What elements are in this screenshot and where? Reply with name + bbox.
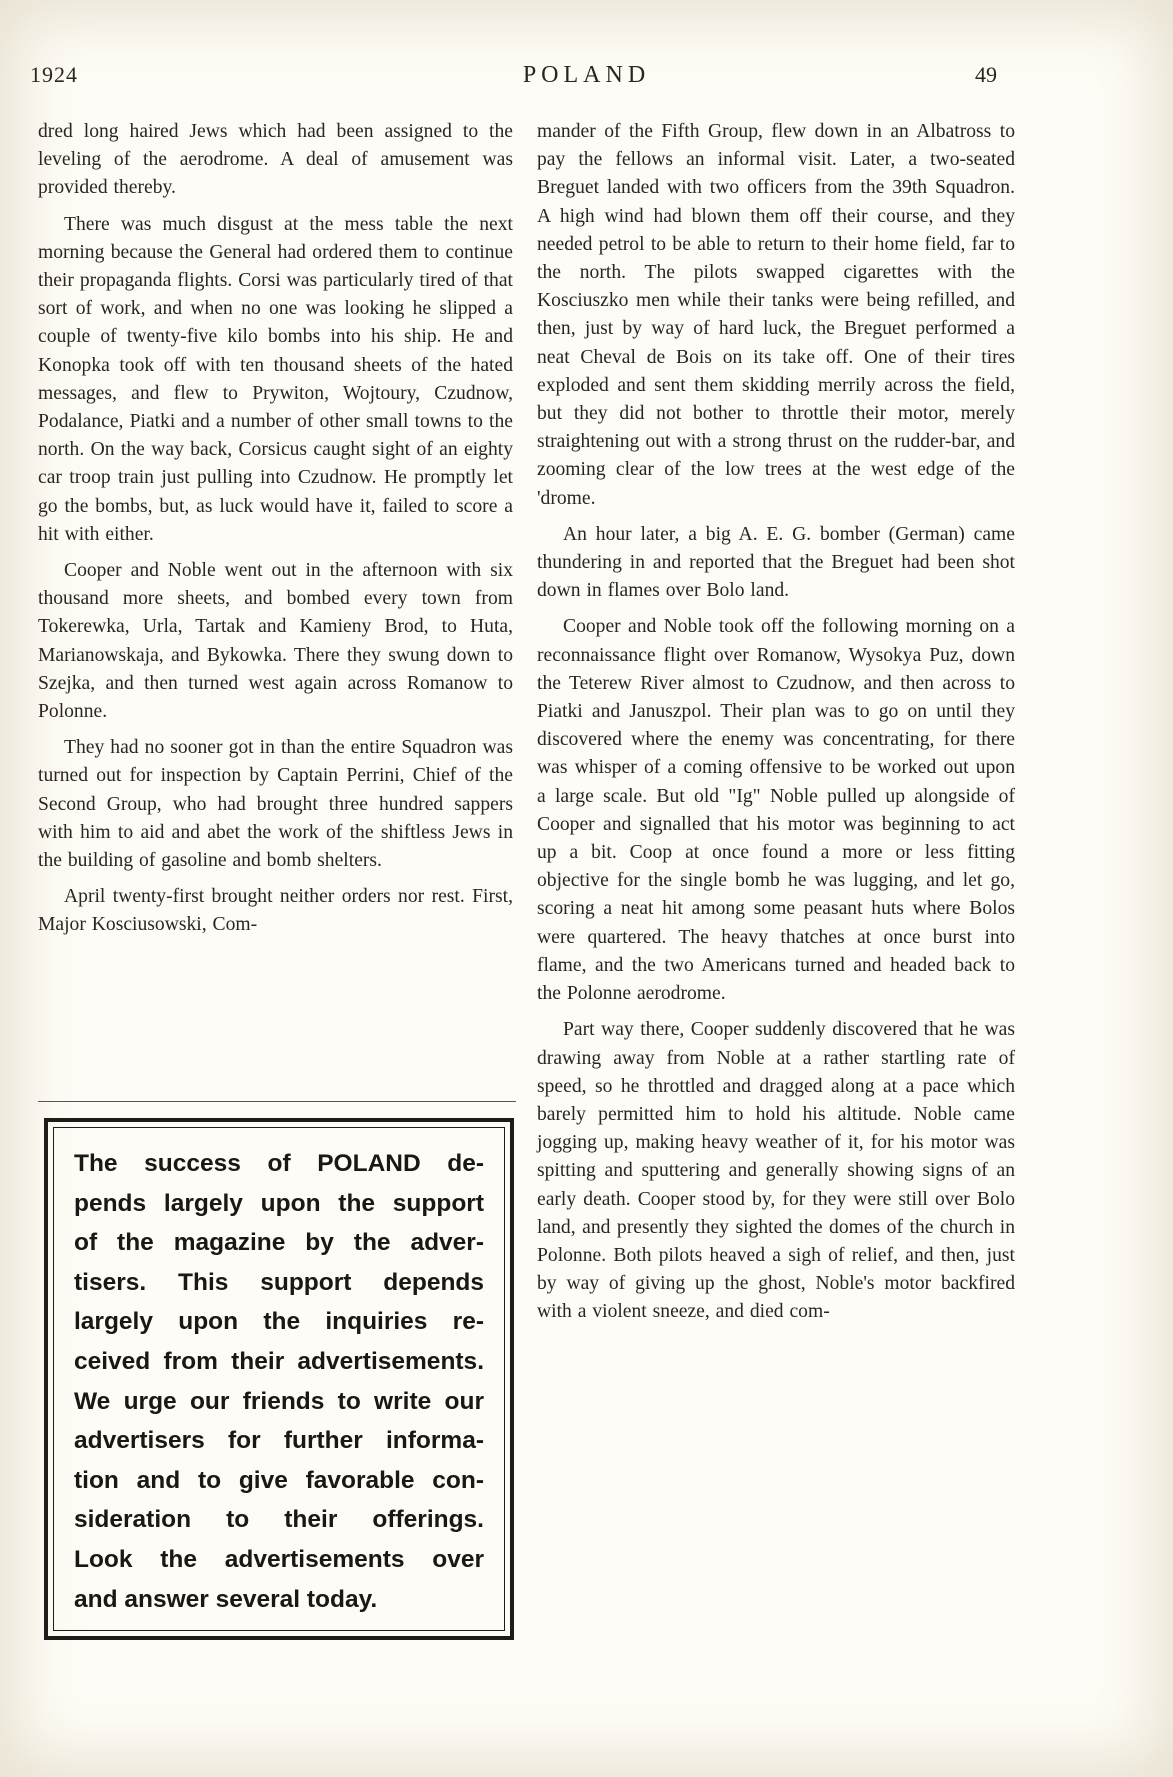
column-divider-rule (38, 1101, 516, 1102)
paragraph: They had no sooner got in than the entire Squadron was turned out for inspection by Captain Perrini, Chief of the Second Group, who had brought three hundred sappers with him to aid and abet the work of the shiftless Jews in the building of gasoline and bomb shelters. (38, 737, 513, 872)
ad-line: and answer several today. (74, 1585, 378, 1613)
ad-line: The success of POLAND de- (74, 1150, 484, 1177)
paragraph: April twenty-first brought neither orders nor rest. First, Major Kosciusowski, Com- (38, 886, 513, 936)
paragraph: There was much disgust at the mess table the next morning because the General had ordered them to continue their propaganda flights. Corsi was particularly tired of that sort of work, and when no one was looking he slipped a couple of twenty-five kilo bombs into his ship. He and Konopka took off with ten thousand sheets of the hated messages, and flew to Prywiton, Wojtoury, Czudnow, Podalance, Piatki and a number of other small towns to the north. On the way back, Corsicus caught sight of an eighty car troop train just pulling into Czudnow. He promptly let go the bombs, but, as luck would have it, failed to score a hit with either. (38, 213, 513, 545)
paragraph: Cooper and Noble took off the following morning on a reconnaissance flight over Romanow, Wysokya Puz, down the Teterew River almost to Czudnow, and then across to Piatki and Januszpol. Their plan was to go on until they discovered where the enemy was concentrating, for there was whisper of a coming offensive to be worked out upon a large scale. But old "Ig" Noble pulled up alongside of Cooper and signalled that his motor was beginning to act up a bit. Coop at once found a more or less fitting objective for the single bomb he was lugging, and let go, scoring a neat hit among some peasant huts where Bolos were quartered. The heavy thatches at once burst into flame, and the two Americans turned and headed back to the Polonne aerodrome. (537, 616, 1015, 1005)
ad-line: We urge our friends to write our (74, 1387, 484, 1415)
paragraph: An hour later, a big A. E. G. bomber (German) came thundering in and reported that the Breguet had been shot down in flames over Bolo land. (537, 523, 1015, 602)
paragraph: dred long haired Jews which had been assigned to the leveling of the aerodrome. A deal of amusement was provided thereby. (38, 121, 513, 199)
page-number: 49 (975, 62, 997, 87)
paragraph: mander of the Fifth Group, flew down in an Albatross to pay the fellows an informal visit. Later, a two-seated Breguet landed with two officers from the 39th Squadron. A high wind had blown them off their course, and they needed petrol to be able to return to their home field, far to the north. The pilots swapped cigarettes with the Kosciuszko men while their tanks were being refilled, and then, just by way of hard luck, the Breguet performed a neat Cheval de Bois on its take off. One of their tires exploded and sent them skidding merrily across the field, but they did not bother to throttle their motor, merely straightening out with a strong thrust on the rudder-bar, and zooming clear of the low trees at the west edge of the 'drome. (537, 121, 1015, 509)
ad-line: largely upon the inquiries re- (74, 1308, 484, 1336)
ad-line: pends largely upon the support (74, 1189, 484, 1217)
advertisement-box (44, 1118, 514, 1640)
running-header (0, 62, 1173, 94)
ad-line: of the magazine by the adver- (74, 1229, 484, 1257)
right-column (537, 118, 1015, 1335)
ad-line: Look the advertisements over (74, 1545, 484, 1573)
paragraph: Part way there, Cooper suddenly discovered that he was drawing away from Noble at a rather startling rate of speed, so he throttled and dragged along at a pace which barely permitted him to hold his altitude. Noble came jogging up, making heavy weather of it, for his motor was spitting and sputtering and generally showing signs of an early death. Cooper stood by, for they were still over Bolo land, and presently they sighted the domes of the church in Polonne. Both pilots heaved a sigh of relief, and then, just by way of giving up the ghost, Noble's motor backfired with a violent sneeze, and died com- (537, 1019, 1015, 1323)
left-column (38, 118, 513, 948)
paragraph: Cooper and Noble went out in the afternoon with six thousand more sheets, and bombed every town from Tokerewka, Urla, Tartak and Kamieny Brod, to Huta, Marianowskaja, and Bykowka. There they swung down to Szejka, and then turned west again across Romanow to Polonne. (38, 560, 513, 723)
ad-line: sideration to their offerings. (74, 1506, 484, 1534)
ad-line: advertisers for further informa- (74, 1427, 484, 1455)
header-year: 1924 (30, 62, 78, 87)
ad-line: tion and to give favorable con- (74, 1466, 484, 1494)
header-title: POLAND (522, 62, 651, 88)
ad-line: tisers. This support depends (74, 1268, 484, 1296)
ad-line: ceived from their advertisements. (74, 1347, 484, 1375)
advertisement-text (74, 1144, 484, 1619)
